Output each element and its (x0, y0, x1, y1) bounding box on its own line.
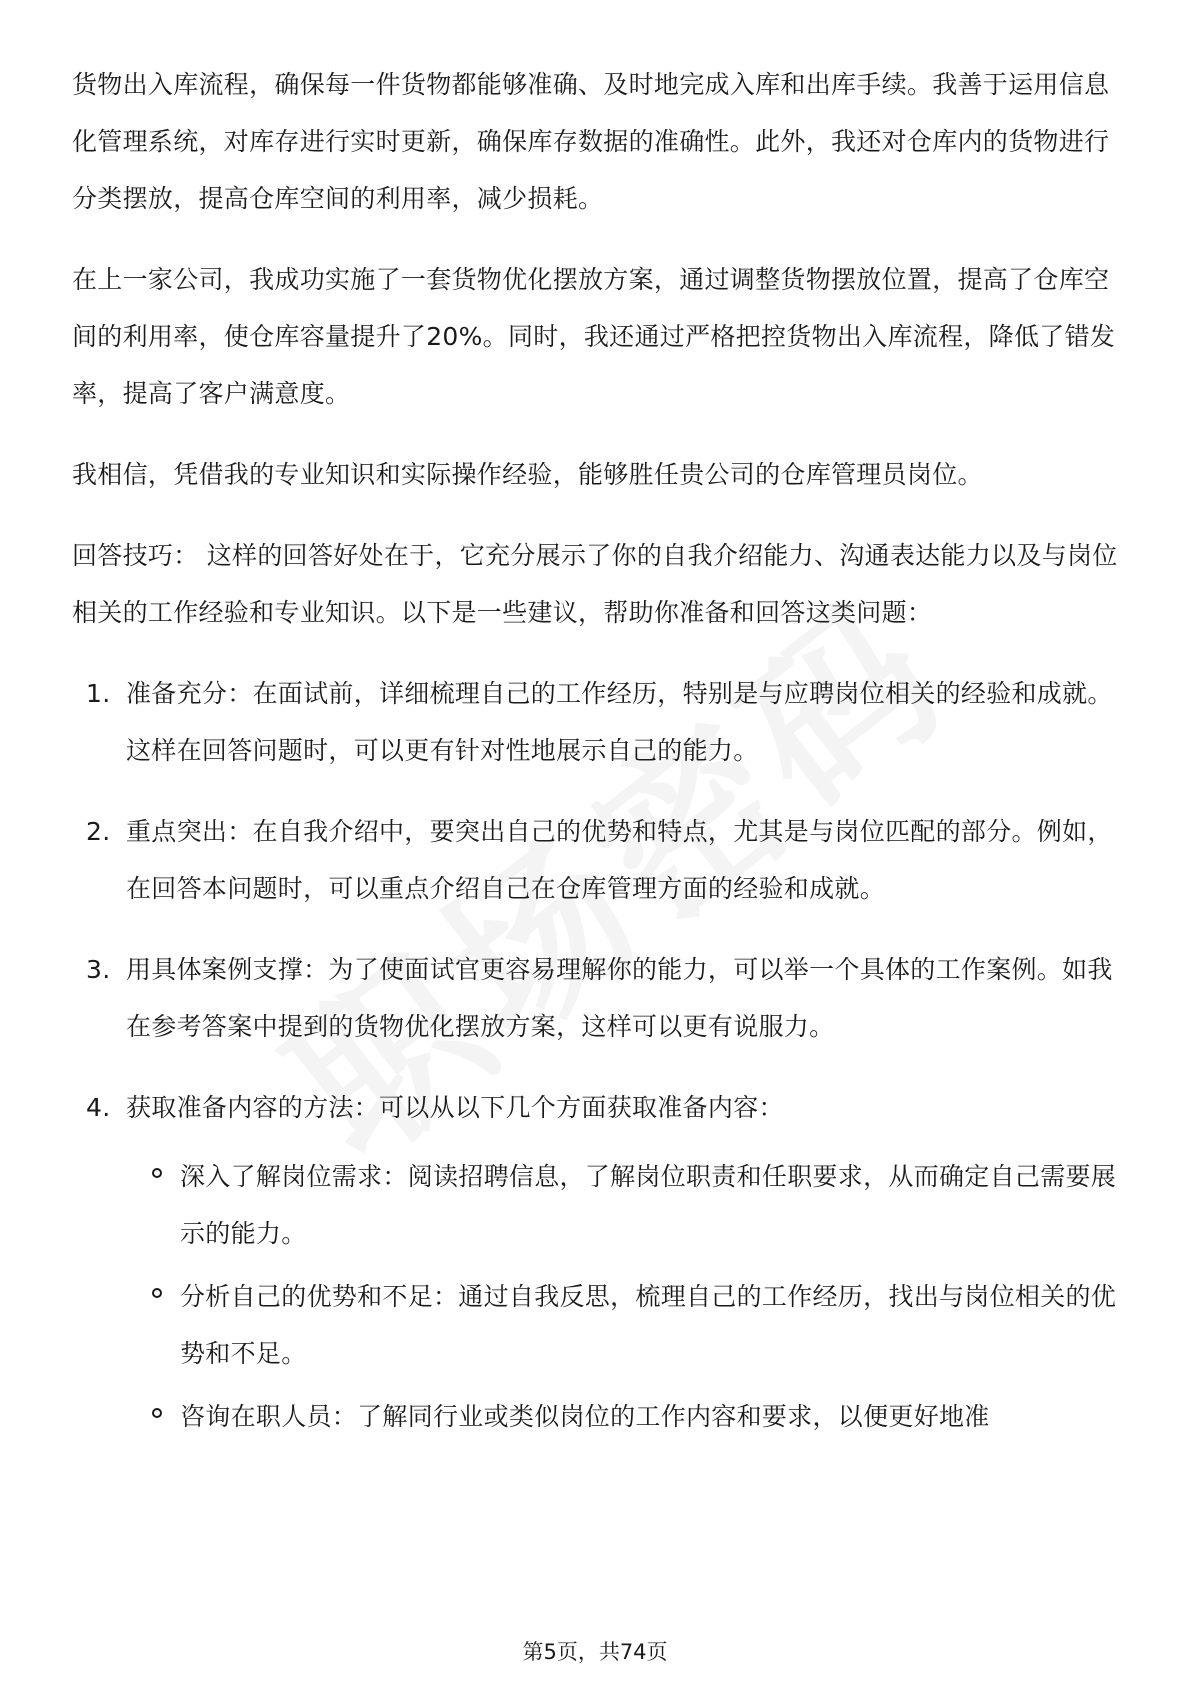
sub-list (126, 1148, 1122, 1445)
page-content (72, 56, 1122, 1469)
sub-list-item-text: 咨询在职人员：了解同行业或类似岗位的工作内容和要求，以便更好地准 (180, 1402, 990, 1431)
sub-list-item-text: 分析自己的优势和不足：通过自我反思，梳理自己的工作经历，找出与岗位相关的优势和不足。 (180, 1282, 1117, 1368)
list-item-text: 准备充分：在面试前，详细梳理自己的工作经历，特别是与应聘岗位相关的经验和成就。这样在回答问题时，可以更有针对性地展示自己的能力。 (126, 679, 1113, 765)
sub-list-item (126, 1148, 1122, 1262)
circle-bullet-icon (152, 1408, 162, 1418)
sub-list-item-text: 深入了解岗位需求：阅读招聘信息，了解岗位职责和任职要求，从而确定自己需要展示的能力。 (180, 1162, 1117, 1248)
sub-list-item (126, 1268, 1122, 1382)
list-item (72, 1079, 1122, 1445)
list-item (72, 941, 1122, 1055)
list-item-number: 1. (86, 679, 111, 708)
circle-bullet-icon (152, 1168, 162, 1178)
list-item-text: 用具体案例支撑：为了使面试官更容易理解你的能力，可以举一个具体的工作案例。如我在参考答案中提到的货物优化摆放方案，这样可以更有说服力。 (126, 955, 1113, 1041)
paragraph-1: 货物出入库流程，确保每一件货物都能够准确、及时地完成入库和出库手续。我善于运用信息化管理系统，对库存进行实时更新，确保库存数据的准确性。此外，我还对仓库内的货物进行分类摆放，提高仓库空间的利用率，减少损耗。 (72, 70, 1110, 213)
list-item-number: 2. (86, 817, 111, 846)
list-item-text: 重点突出：在自我介绍中，要突出自己的优势和特点，尤其是与岗位匹配的部分。例如，在回答本问题时，可以重点介绍自己在仓库管理方面的经验和成就。 (126, 817, 1113, 903)
sub-list-item (126, 1388, 1122, 1445)
tips-list (72, 665, 1122, 1445)
paragraph-2: 在上一家公司，我成功实施了一套货物优化摆放方案，通过调整货物摆放位置，提高了仓库空间的利用率，使仓库容量提升了20%。同时，我还通过严格把控货物出入库流程，降低了错发率，提高了客户满意度。 (72, 265, 1116, 408)
list-item-text: 获取准备内容的方法：可以从以下几个方面获取准备内容： (126, 1093, 784, 1122)
answer-tips-paragraph: 回答技巧： 这样的回答好处在于，它充分展示了你的自我介绍能力、沟通表达能力以及与岗位相关的工作经验和专业知识。以下是一些建议，帮助你准备和回答这类问题： (72, 541, 1118, 627)
list-item-number: 3. (86, 955, 111, 984)
circle-bullet-icon (152, 1288, 162, 1298)
page-number-footer: 第5页，共74页 (522, 1640, 668, 1664)
paragraph-3: 我相信，凭借我的专业知识和实际操作经验，能够胜任贵公司的仓库管理员岗位。 (72, 460, 983, 489)
list-item-number: 4. (86, 1093, 111, 1122)
list-item (72, 665, 1122, 779)
list-item (72, 803, 1122, 917)
